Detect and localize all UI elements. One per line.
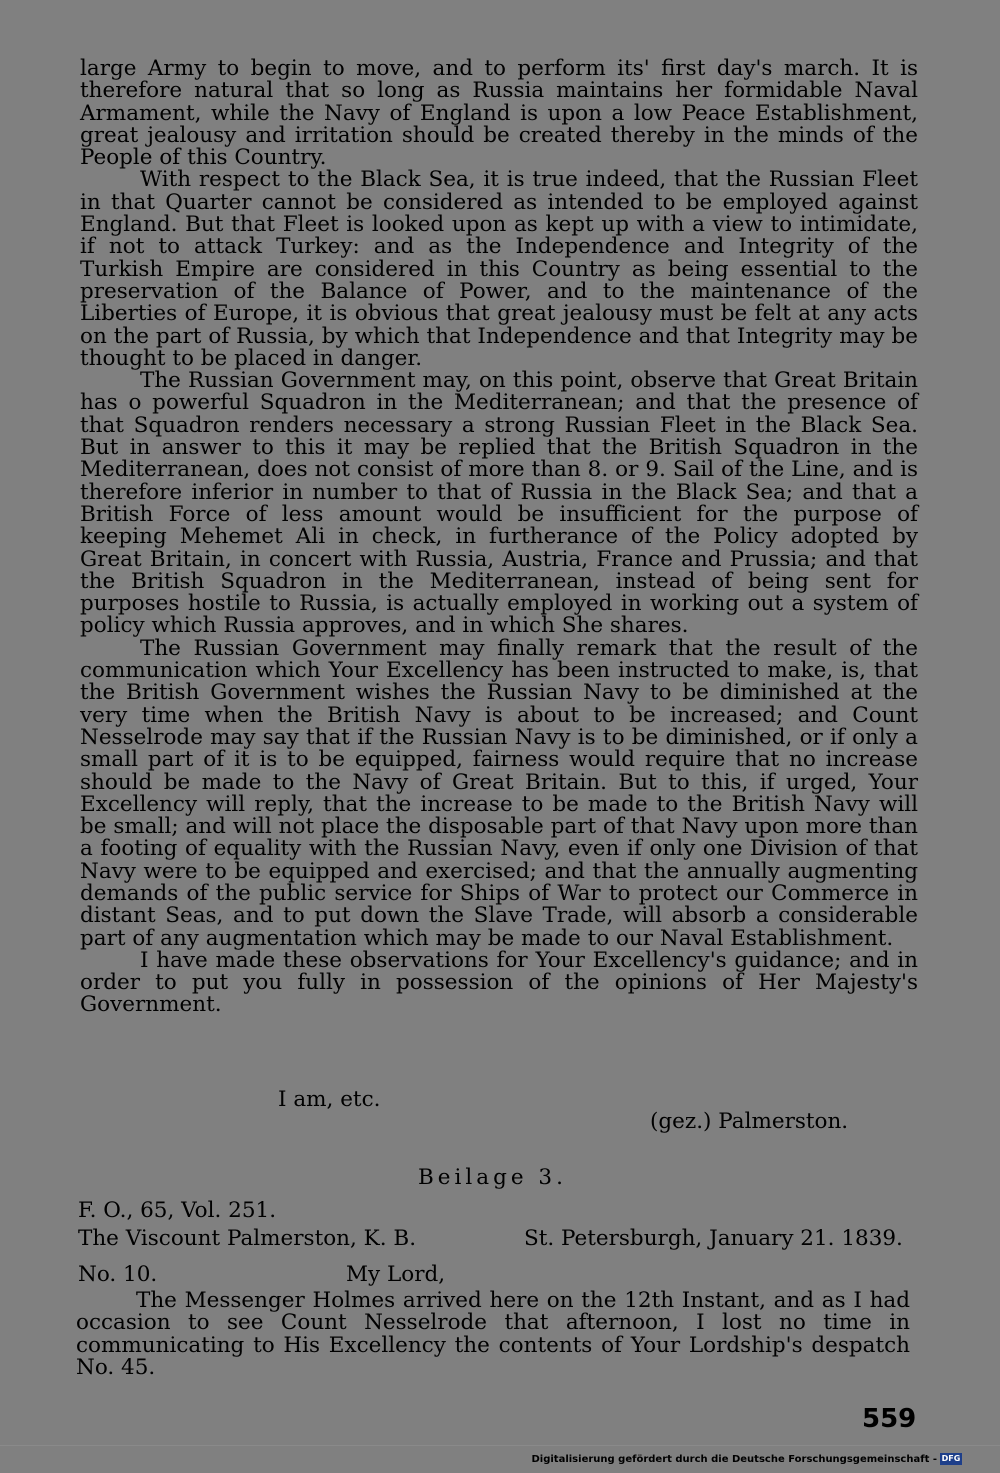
dfg-logo-icon: DFG — [941, 1454, 961, 1463]
footer-divider — [0, 1445, 1000, 1446]
paragraph-2: With respect to the Black Sea, it is true indeed, that the Russian Fleet in that Quarter cannot be considered as intended to be employed against England. But that Fleet is looked upon as kept up with a view to intimidate, if not to attack Turkey: and as the Independence and Integrity of the Turkish Empire are considered in this Country as being essential to the preservation of the Balance of Power, and to the maintenance of the Liberties of Europe, it is obvious that great jealousy must be felt at any acts on the part of Russia, by which that Independence and that Integrity may be thought to be placed in danger. — [80, 167, 918, 371]
salutation: My Lord, — [346, 1262, 446, 1287]
addressee: The Viscount Palmerston, K. B. — [78, 1226, 417, 1251]
letter-body — [80, 58, 918, 1017]
paragraph-4: The Russian Government may finally remark that the result of the communication which Your Excellency has been instructed to make, is, that the British Government wishes the Russian Navy to be diminished at the very time when the British Navy is about to be increased; and Count Nesselrode may say that if the Russian Navy is to be diminished, or if only a small part of it is to be equipped, fairness would require that no increase should be made to the Navy of Great Britain. But to this, if urged, Your Excellency will reply, that the increase to be made to the British Navy will be small; and will not place the disposable part of that Navy upon more than a footing of equality with the Russian Navy, even if only one Division of that Navy were to be equipped and exercised; and that the annually augmenting demands of the public service for Ships of War to protect our Commerce in distant Seas, and to put down the Slave Trade, will absorb a considerable part of any augmentation which may be made to our Naval Establishment. — [80, 635, 918, 951]
enclosure-paragraph: The Messenger Holmes arrived here on the 12th Instant, and as I had occasion to see Count Nesselrode that afternoon, I lost no time in communicating to His Excellency the contents of Your Lordship's despatch No. 45. — [76, 1288, 910, 1380]
archive-reference: F. O., 65, Vol. 251. — [78, 1198, 277, 1223]
paragraph-5: I have made these observations for Your Excellency's guidance; and in order to put you fully in possession of the opinions of Her Majesty's Government. — [80, 947, 918, 1018]
page-number: 559 — [862, 1404, 917, 1434]
place-date: St. Petersburgh, January 21. 1839. — [524, 1226, 903, 1251]
paragraph-3: The Russian Government may, on this point, observe that Great Britain has o powerful Squadron in the Mediterranean; and that the presence of that Squadron renders necessary a strong Russian Fleet in the Black Sea. But in answer to this it may be replied that the British Squadron in the Mediterranean, does not consist of more than 8. or 9. Sail of the Line, and is therefore inferior in number to that of Russia in the Black Sea; and that a British Force of less amount would be insufficient for the purpose of keeping Mehemet Ali in check, in furtherance of the Policy adopted by Great Britain, in concert with Russia, Austria, France and Prussia; and that the British Squadron in the Mediterranean, instead of being sent for purposes hostile to Russia, is actually employed in working out a system of policy which Russia approves, and in which She shares. — [80, 368, 918, 639]
footer-text: Digitalisierung gefördert durch die Deutsche Forschungsgemeinschaft - — [531, 1453, 937, 1465]
despatch-number: No. 10. — [78, 1262, 158, 1287]
signature: (gez.) Palmerston. — [650, 1109, 849, 1134]
enclosure-heading: Beilage 3. — [418, 1165, 567, 1190]
closing: I am, etc. — [278, 1087, 381, 1112]
enclosure-body — [76, 1290, 910, 1379]
footer — [531, 1453, 962, 1465]
paragraph-1: large Army to begin to move, and to perform its' first day's march. It is therefore natural that so long as Russia maintains her formidable Naval Armament, while the Navy of England is upon a low Peace Establishment, great jealousy and irritation should be created thereby in the minds of the People of this Country. — [80, 56, 918, 171]
